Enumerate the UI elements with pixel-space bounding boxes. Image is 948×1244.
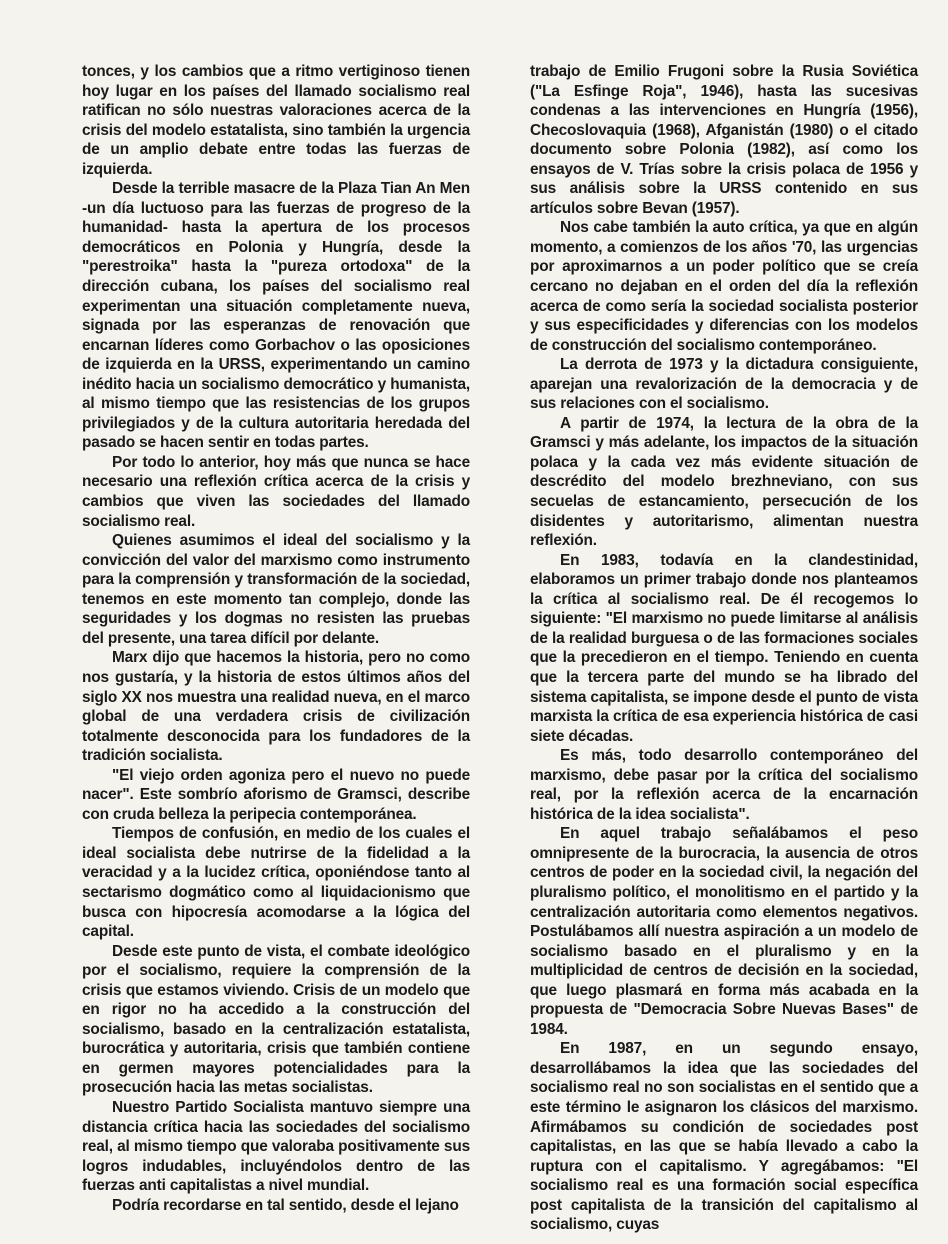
left-column (82, 62, 470, 1235)
paragraph: Podría recordarse en tal sentido, desde el lejano (112, 1196, 459, 1214)
paragraph: Tiempos de confusión, en medio de los cuales el ideal socialista debe nutrirse de la fidelidad a la veracidad y a la lucidez crítica, oponiéndose tanto al sectarismo dogmático como al liquidacionismo que busca con hipocresía acomodarse a la lógica del capital. (82, 825, 470, 941)
paragraph: Es más, todo desarrollo contemporáneo del marxismo, debe pasar por la crítica del socialismo real, por la reflexión acerca de la encarnación histórica de la idea socialista". (530, 747, 918, 823)
paragraph: Nos cabe también la auto crítica, ya que en algún momento, a comienzos de los años '70, las urgencias por aproximarnos a un poder político que se creía cercano no dejaban en el orden del día la reflexión acerca de como sería la sociedad socialista posterior y sus especificidades y diferencias con los modelos de construcción del socialismo contemporáneo. (530, 219, 918, 354)
paragraph: Desde la terrible masacre de la Plaza Tian An Men -un día luctuoso para las fuerzas de progreso de la humanidad- hasta la apertura de los procesos democráticos en Polonia y Hungría, desde la "perestroika" hasta la "pureza ortodoxa" de la dirección cubana, los países del socialismo real experimentan una situación completamente nueva, signada por las esperanzas de renovación que encarnan líderes como Gorbachov o las oposiciones de izquierda en la URSS, experimentando un camino inédito hacia un socialismo democrático y humanista, al mismo tiempo que las resistencias de los grupos privilegiados y de la cultura autoritaria heredada del pasado se hacen sentir en todas partes. (82, 180, 470, 452)
paragraph: En 1983, todavía en la clandestinidad, elaboramos un primer trabajo donde nos planteamos la crítica al socialismo real. De él recogemos lo siguiente: "El marxismo no puede limitarse al análisis de la realidad burguesa o de las formaciones sociales que la precedieron en el tiempo. Teniendo en cuenta que la tercera parte del mundo se ha librado del sistema capitalista, se impone desde el punto de vista marxista la crítica de esa experiencia histórica de casi siete décadas. (530, 551, 918, 745)
paragraph: Marx dijo que hacemos la historia, pero no como nos gustaría, y la historia de estos últimos años del siglo XX nos muestra una realidad nueva, en el marco global de una verdadera crisis de civilización totalmente desconocida para los fundadores de la tradición socialista. (82, 649, 470, 765)
paragraph: La derrota de 1973 y la dictadura consiguiente, aparejan una revalorización de la democracia y de sus relaciones con el socialismo. (530, 356, 918, 413)
paragraph: trabajo de Emilio Frugoni sobre la Rusia Soviética ("La Esfinge Roja", 1946), hasta las sucesivas condenas a las intervenciones en Hungría (1956), Checoslovaquia (1968), Afganistán (1980) o el citado documento sobre Polonia (1982), así como los ensayos de V. Trías sobre la crisis polaca de 1956 y sus análisis sobre la URSS contenido en sus artículos sobre Bevan (1957). (530, 63, 918, 217)
paragraph: Quienes asumimos el ideal del socialismo y la convicción del valor del marxismo como instrumento para la comprensión y transformación de la sociedad, tenemos en este momento tan complejo, donde las seguridades y los dogmas no resisten las pruebas del presente, una tarea difícil por delante. (82, 532, 470, 647)
paragraph: En 1987, en un segundo ensayo, desarrollábamos la idea que las sociedades del socialismo real no son socialistas en el sentido que a este término le asignaron los clásicos del marxismo. Afirmábamos su condición de sociedades post capitalistas, en las que se había llevado a cabo la ruptura con el capitalismo. Y agregábamos: "El socialismo real es una formación social específica post capitalista de la transición del capitalismo al socialismo, cuyas (530, 1040, 918, 1234)
paragraph: Nuestro Partido Socialista mantuvo siempre una distancia crítica hacia las sociedades del socialismo real, al mismo tiempo que valoraba positivamente sus logros indudables, incluyéndolos dentro de las fuerzas anti capitalistas a nivel mundial. (82, 1098, 470, 1195)
paragraph: A partir de 1974, la lectura de la obra de la Gramsci y más adelante, los impactos de la situación polaca y la cada vez más evidente situación de descrédito del modelo brezhneviano, con sus secuelas de estancamiento, persecución de los disidentes y autoritarismo, alimentan nuestra reflexión. (530, 414, 918, 550)
text-columns (82, 62, 918, 1235)
paragraph: Por todo lo anterior, hoy más que nunca se hace necesario una reflexión crítica acerca de la crisis y cambios que viven las sociedades del llamado socialismo real. (82, 453, 470, 530)
paragraph: En aquel trabajo señalábamos el peso omnipresente de la burocracia, la ausencia de otros centros de poder en la sociedad civil, la negación del pluralismo político, el monolitismo en el partido y la centralización autoritaria como elementos negativos. Postulábamos allí nuestra aspiración a un modelo de socialismo basado en el pluralismo y en la multiplicidad de centros de decisión en la sociedad, que luego plasmará en forma más acabada en la propuesta de "Democracia Sobre Nuevas Bases" de 1984. (530, 825, 918, 1038)
paragraph: Desde este punto de vista, el combate ideológico por el socialismo, requiere la comprensión de la crisis que estamos viviendo. Crisis de un modelo que en rigor no ha accedido a la construcción del socialismo, basado en la centralización estatalista, burocrática y autoritaria, crisis que también contiene en germen mayores potencialidades para la prosecución hacia las metas socialistas. (82, 942, 470, 1097)
right-column (530, 62, 918, 1235)
paragraph: "El viejo orden agoniza pero el nuevo no puede nacer". Este sombrío aforismo de Gramsci, describe con cruda belleza la peripecia contemporánea. (82, 766, 470, 823)
paragraph: tonces, y los cambios que a ritmo vertiginoso tienen hoy lugar en los países del llamado socialismo real ratifican no sólo nuestras valoraciones acerca de la crisis del modelo estatalista, sino también la urgencia de un amplio debate entre todas las fuerzas de izquierda. (82, 63, 470, 178)
